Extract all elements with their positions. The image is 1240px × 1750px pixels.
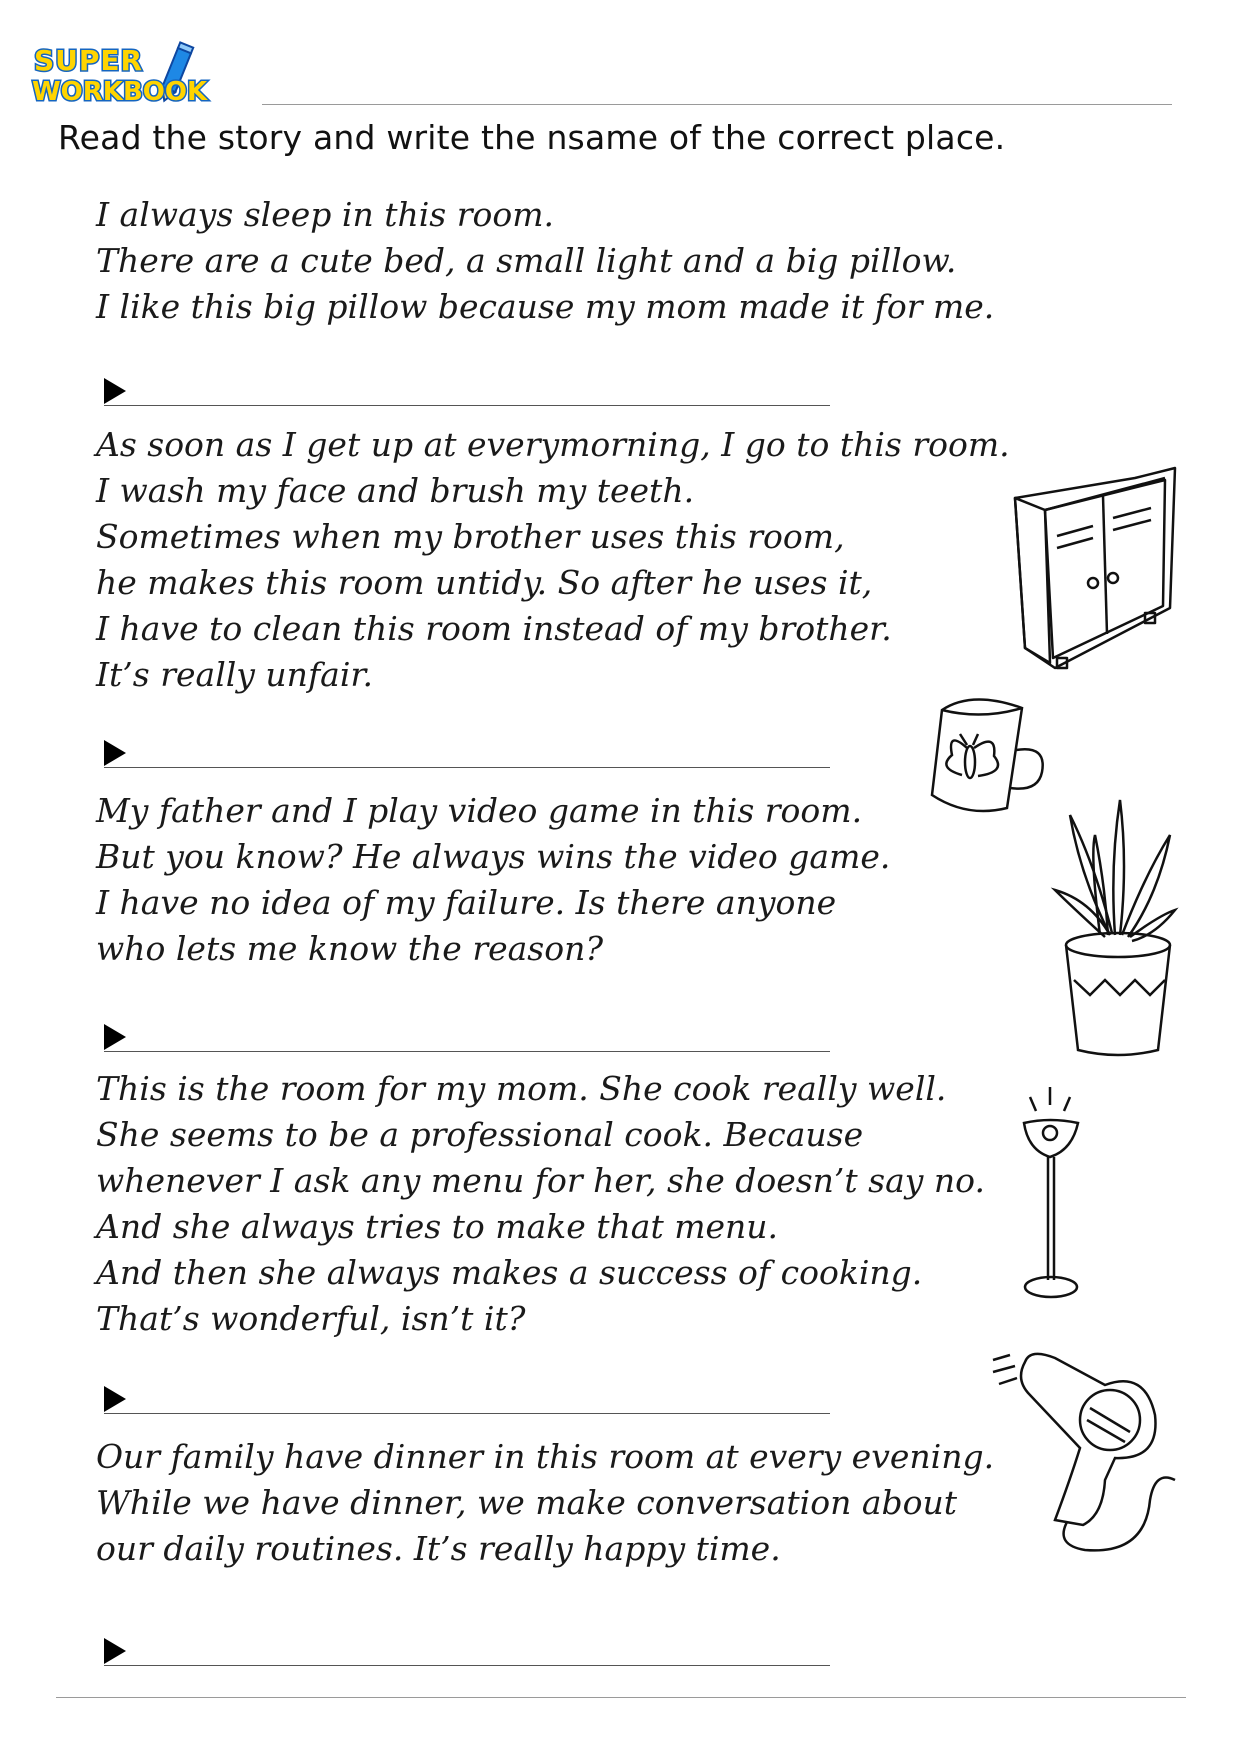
arrow-icon	[104, 740, 126, 766]
story-4	[96, 1066, 985, 1342]
answer-line[interactable]	[104, 405, 830, 406]
story-line: he makes this room untidy. So after he uses it,	[96, 563, 873, 602]
answer-field-5[interactable]	[104, 1636, 830, 1666]
answer-field-2[interactable]	[104, 738, 830, 768]
answer-line[interactable]	[104, 1051, 830, 1052]
story-line: It’s really unfair.	[96, 655, 374, 694]
answer-line[interactable]	[104, 1665, 830, 1666]
story-3	[96, 788, 890, 972]
answer-field-4[interactable]	[104, 1384, 830, 1414]
story-2	[96, 422, 1010, 698]
story-line: That’s wonderful, isn’t it?	[96, 1299, 526, 1338]
arrow-icon	[104, 378, 126, 404]
story-line: As soon as I get up at everymorning, I go to this room.	[96, 425, 1010, 464]
story-line: I have to clean this room instead of my brother.	[96, 609, 892, 648]
answer-line[interactable]	[104, 767, 830, 768]
story-line: There are a cute bed, a small light and a big pillow.	[96, 241, 957, 280]
story-line: whenever I ask any menu for her, she doesn’t say no.	[96, 1161, 985, 1200]
arrow-icon	[104, 1386, 126, 1412]
answer-field-1[interactable]	[104, 376, 830, 406]
potted-plant-icon	[1050, 795, 1180, 1060]
instruction-heading: Read the story and write the nsame of the correct place.	[58, 118, 1006, 157]
story-line: I wash my face and brush my teeth.	[96, 471, 695, 510]
story-line: But you know? He always wins the video game.	[96, 837, 891, 876]
story-line: Our family have dinner in this room at every evening.	[96, 1437, 995, 1476]
story-line: our daily routines. It’s really happy time.	[96, 1529, 781, 1568]
answer-field-3[interactable]	[104, 1022, 830, 1052]
story-line: who lets me know the reason?	[96, 929, 604, 968]
floor-lamp-icon	[1012, 1075, 1102, 1305]
story-line: I always sleep in this room.	[96, 195, 554, 234]
arrow-icon	[104, 1638, 126, 1664]
story-line: I have no idea of my failure. Is there anyone	[96, 883, 837, 922]
story-line: My father and I play video game in this room.	[96, 791, 863, 830]
story-line: And she always tries to make that menu.	[96, 1207, 779, 1246]
story-line: This is the room for my mom. She cook really well.	[96, 1069, 947, 1108]
answer-line[interactable]	[104, 1413, 830, 1414]
logo-text-super: SUPER	[34, 44, 144, 77]
story-line: While we have dinner, we make conversation about	[96, 1483, 958, 1522]
logo-text-workbook: WORKBOOK	[32, 77, 208, 107]
wardrobe-icon	[1005, 458, 1185, 678]
mug-icon	[912, 690, 1057, 820]
super-workbook-logo	[28, 40, 248, 110]
story-1	[96, 192, 994, 330]
arrow-icon	[104, 1024, 126, 1050]
story-line: She seems to be a professional cook. Because	[96, 1115, 864, 1154]
footer-rule	[56, 1697, 1186, 1698]
story-line: I like this big pillow because my mom made it for me.	[96, 287, 995, 326]
hair-dryer-icon	[985, 1340, 1185, 1560]
story-line: And then she always makes a success of cooking.	[96, 1253, 923, 1292]
story-line: Sometimes when my brother uses this room,	[96, 517, 845, 556]
header-rule	[262, 104, 1172, 105]
story-5	[96, 1434, 994, 1572]
